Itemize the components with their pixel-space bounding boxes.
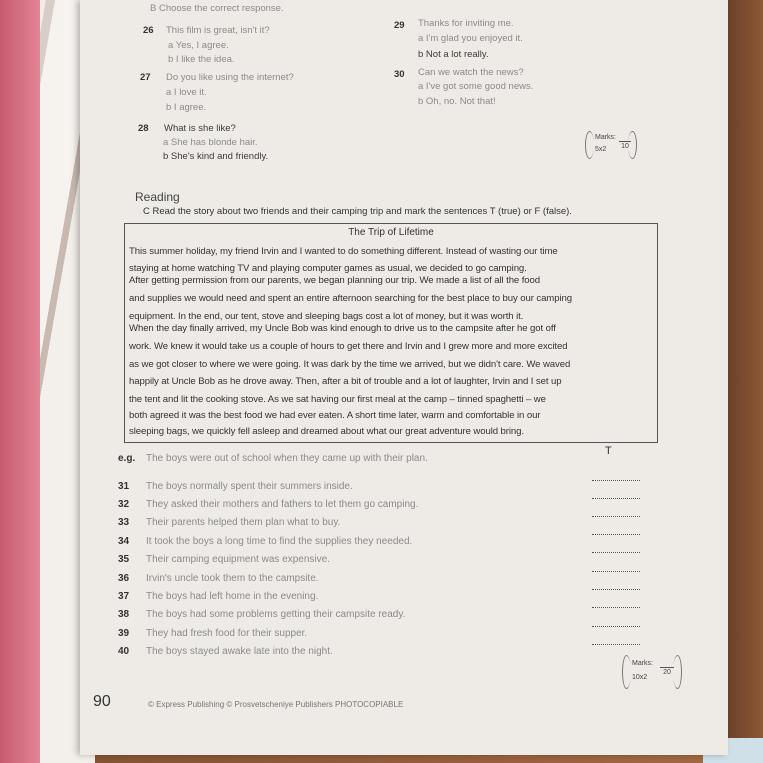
answer-blank[interactable] <box>592 589 640 590</box>
story-line: After getting permission from our parents, we began planning our trip. We made a list of all the food <box>129 275 541 286</box>
story-line: sleeping bags, we quickly fell asleep and dreamed about what our great adventure would bring. <box>129 426 524 437</box>
question-number: 30 <box>394 69 405 80</box>
answer-blank[interactable] <box>592 516 640 517</box>
answer-blank[interactable] <box>592 626 640 627</box>
story-line: staying at home watching TV and playing computer games as usual, we decided to go camping. <box>129 263 527 274</box>
statement-text: The boys were out of school when they came up with their plan. <box>146 453 428 464</box>
marks-box <box>622 655 682 689</box>
statement-text: It took the boys a long time to find the supplies they needed. <box>146 536 413 547</box>
option-b[interactable]: b Oh, no. Not that! <box>418 96 496 107</box>
statement-row <box>118 591 318 602</box>
statement-example <box>118 453 428 464</box>
statement-number: 39 <box>118 628 130 639</box>
question-prompt: What is she like? <box>164 123 236 134</box>
statement-number: 33 <box>118 517 130 528</box>
question-number: 27 <box>140 72 151 83</box>
statement-text: Their parents helped them plan what to buy. <box>146 517 341 528</box>
statement-row <box>118 517 340 528</box>
statement-text: The boys had some problems getting their campsite ready. <box>146 609 406 620</box>
statement-number: 32 <box>118 499 130 510</box>
story-line: happily at Uncle Bob as he drove away. Then, after a bit of trouble and a lot of laughter, Irvin and I set up <box>129 376 562 387</box>
story-line: When the day finally arrived, my Uncle Bob was kind enough to drive us to the campsite after he got off <box>129 323 556 334</box>
statement-text: The boys normally spent their summers inside. <box>146 481 353 492</box>
marks-label: Marks: <box>632 660 653 667</box>
answer-blank[interactable] <box>592 498 640 499</box>
statement-number: 35 <box>118 554 130 565</box>
bracket-left <box>585 131 594 159</box>
statement-text: The boys stayed awake late into the night. <box>146 646 333 657</box>
answer-blank[interactable] <box>592 607 640 608</box>
story-line: This summer holiday, my friend Irvin and I wanted to do something different. Instead of wasting our time <box>129 246 558 257</box>
marks-total: 20 <box>660 667 674 676</box>
option-a[interactable]: a Yes, I agree. <box>168 40 229 51</box>
statement-row <box>118 609 405 620</box>
question-number: 29 <box>394 20 405 31</box>
statement-row <box>118 628 307 639</box>
story-line: work. We knew it would take us a couple of hours to get there and Irvin and I grew more and more excited <box>129 341 568 352</box>
bracket-left <box>622 655 631 689</box>
page-number: 90 <box>93 693 111 710</box>
section-heading: Reading <box>135 190 180 204</box>
statement-number: 37 <box>118 591 130 602</box>
copyright-footer: © Express Publishing © Prosvetscheniye Publishers PHOTOCOPIABLE <box>148 700 404 709</box>
statement-row <box>118 646 333 657</box>
statement-number: 36 <box>118 573 130 584</box>
story-line: the tent and lit the cooking stove. As we sat having our first meal at the camp – tinned spaghetti – we <box>129 394 546 405</box>
reading-instruction: C Read the story about two friends and their camping trip and mark the sentences T (true) or F (false). <box>143 206 572 217</box>
statement-row <box>118 554 330 565</box>
statement-number: 31 <box>118 481 130 492</box>
bracket-right <box>673 655 682 689</box>
marks-formula: 5x2 <box>595 146 607 153</box>
answer-blank[interactable] <box>592 552 640 553</box>
question-prompt: This film is great, isn't it? <box>166 25 270 36</box>
story-title: The Trip of Lifetime <box>348 227 434 238</box>
story-line: as we got closer to where we were going. It was dark by the time we arrived, but we didn't care. We waved <box>129 359 571 370</box>
story-line: both agreed it was the best food we had ever eaten. A short time later, warm and comfortable in our <box>129 410 541 421</box>
section-b-instruction: B Choose the correct response. <box>150 3 284 14</box>
answer-blank[interactable] <box>592 480 640 481</box>
statement-row <box>118 499 418 510</box>
desk-right <box>728 0 763 763</box>
story-box <box>124 223 658 443</box>
question-prompt: Thanks for inviting me. <box>418 18 514 29</box>
answer-blank[interactable] <box>592 571 640 572</box>
story-line: and supplies we would need and spent an entire afternoon searching for the best place to buy our camping <box>129 293 572 304</box>
question-number: 28 <box>138 123 149 134</box>
statement-number: 40 <box>118 646 130 657</box>
option-b[interactable]: b She's kind and friendly. <box>163 151 269 162</box>
statement-text: They asked their mothers and fathers to let them go camping. <box>146 499 419 510</box>
statement-text: Their camping equipment was expensive. <box>146 554 330 565</box>
answer-blank[interactable] <box>592 644 640 645</box>
story-line: equipment. In the end, our tent, stove and sleeping bags cost a lot of money, but it was worth it. <box>129 311 524 322</box>
marks-total: 10 <box>619 141 631 150</box>
option-b[interactable]: b I like the idea. <box>168 54 235 65</box>
statement-text: Irvin's uncle took them to the campsite. <box>146 573 319 584</box>
marks-label: Marks: <box>595 134 616 141</box>
question-prompt: Do you like using the internet? <box>166 72 294 83</box>
answer-blank[interactable] <box>592 534 640 535</box>
statement-row <box>118 536 412 547</box>
statement-row <box>118 481 353 492</box>
option-b[interactable]: b Not a lot really. <box>418 49 489 60</box>
option-a[interactable]: a I've got some good news. <box>418 81 534 92</box>
question-prompt: Can we watch the news? <box>418 67 524 78</box>
option-a[interactable]: a I love it. <box>166 87 207 98</box>
statement-text: The boys had left home in the evening. <box>146 591 319 602</box>
statement-number: 38 <box>118 609 130 620</box>
statement-number: e.g. <box>118 453 136 464</box>
statement-row <box>118 573 319 584</box>
option-a[interactable]: a She has blonde hair. <box>163 137 258 148</box>
question-number: 26 <box>143 25 154 36</box>
option-b[interactable]: b I agree. <box>166 102 207 113</box>
red-book-edge <box>0 0 40 763</box>
statement-text: They had fresh food for their supper. <box>146 628 308 639</box>
marks-box <box>585 131 637 159</box>
statement-number: 34 <box>118 536 130 547</box>
marks-formula: 10x2 <box>632 674 648 681</box>
option-a[interactable]: a I'm glad you enjoyed it. <box>418 33 523 44</box>
example-answer: T <box>605 445 612 457</box>
